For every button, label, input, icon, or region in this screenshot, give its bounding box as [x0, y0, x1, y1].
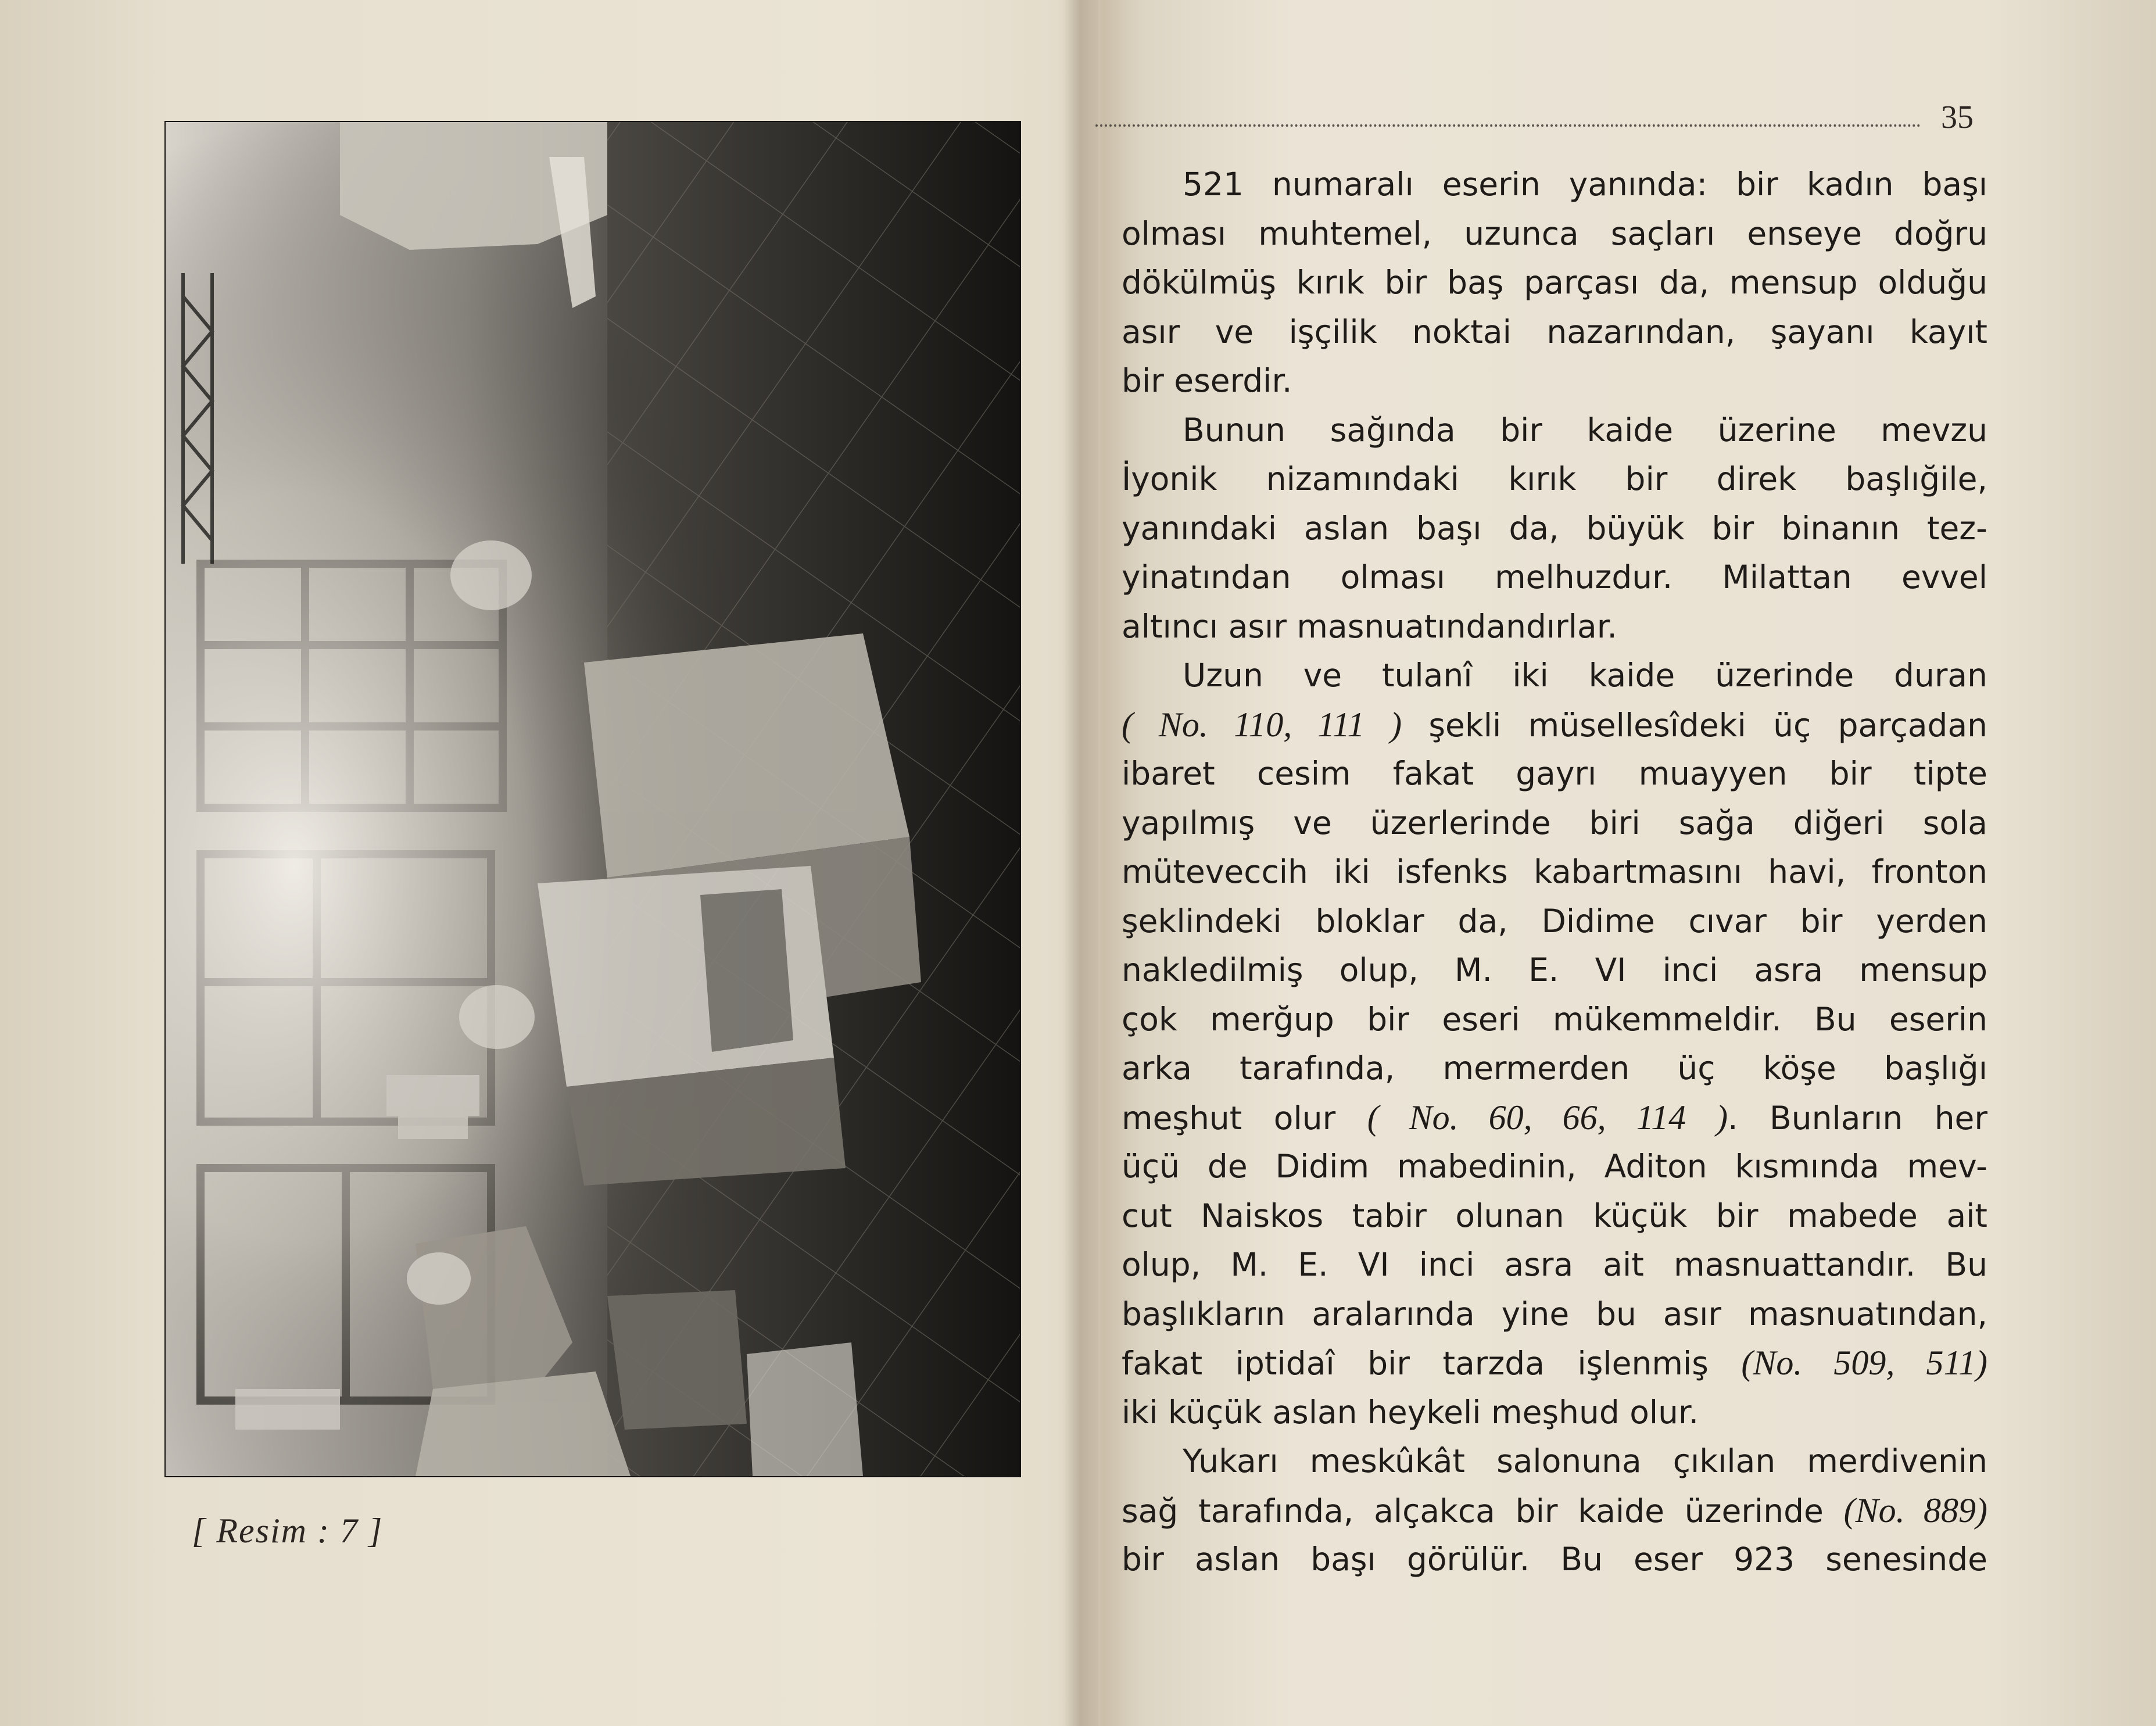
text-line [1122, 1338, 1987, 1388]
text-line: dökülmüş kırık bir baş parçası da, mensup olduğu [1122, 264, 1987, 301]
page-number: 35 [1941, 99, 1974, 135]
text-line [1122, 1486, 1987, 1535]
text-line: olup, M. E. VI inci asra ait masnuattandır. Bu [1122, 1246, 1987, 1283]
text-line: İyonik nizamındaki kırık bir direk başlığile, [1122, 460, 1987, 497]
text-line: Bunun sağında bir kaide üzerine mevzu [1183, 411, 1987, 449]
catalog-reference: ( No. 110, 111 ) [1122, 705, 1402, 744]
text-line: üçü de Didim mabedinin, Aditon kısmında mev- [1122, 1148, 1987, 1185]
text-fragment: sağ tarafında, alçakca bir kaide üzerinde [1122, 1492, 1844, 1530]
text-line: olması muhtemel, uzunca saçları enseye doğru [1122, 214, 1987, 252]
text-line: müteveccih iki isfenks kabartmasını havi, fronton [1122, 853, 1987, 890]
text-line: iki küçük aslan heykeli meşhud olur. [1122, 1393, 1699, 1431]
body-text [1122, 160, 1987, 1584]
catalog-reference: (No. 509, 511) [1741, 1344, 1988, 1382]
paragraph [1122, 406, 1987, 651]
paragraph [1122, 1437, 1987, 1584]
text-line: 521 numaralı eserin yanında: bir kadın başı [1183, 166, 1987, 203]
catalog-reference: ( No. 60, 66, 114 ) [1367, 1098, 1728, 1137]
text-fragment: şekli müsellesîdeki üç parçadan [1402, 706, 1988, 744]
text-line: ibaret cesim fakat gayrı muayyen bir tipte [1122, 755, 1987, 792]
paragraph [1122, 160, 1987, 406]
paragraph [1122, 651, 1987, 1437]
text-fragment: fakat iptidaî bir tarzda işlenmiş [1122, 1345, 1742, 1382]
text-line: çok merğup bir eseri mükemmeldir. Bu eserin [1122, 1000, 1987, 1038]
text-line: Yukarı meskûkât salonuna çıkılan merdivenin [1183, 1442, 1987, 1480]
text-line: altıncı asır masnuatındandırlar. [1122, 607, 1617, 645]
text-line: şeklindeki bloklar da, Didime cıvar bir yerden [1122, 902, 1987, 940]
figure-caption: [ Resim : 7 ] [192, 1512, 384, 1550]
text-line: cut Naiskos tabir olunan küçük bir mabede ait [1122, 1197, 1987, 1234]
running-header-rule [1095, 124, 1921, 127]
text-line [1122, 1093, 1987, 1143]
text-line: yinatından olması melhuzdur. Milattan evvel [1122, 558, 1987, 596]
text-line: arka tarafında, mermerden üç köşe başlığı [1122, 1050, 1987, 1087]
text-line: yapılmış ve üzerlerinde biri sağa diğeri sola [1122, 804, 1987, 841]
text-line: bir eserdir. [1122, 362, 1292, 399]
text-line: başlıkların aralarında yine bu asır masnuatından, [1122, 1295, 1987, 1333]
text-line: asır ve işçilik noktai nazarından, şayanı kayıt [1122, 313, 1987, 350]
text-line: Uzun ve tulanî iki kaide üzerinde duran [1183, 657, 1987, 694]
catalog-reference: (No. 889) [1843, 1491, 1987, 1530]
text-line: bir aslan başı görülür. Bu eser 923 senesinde [1122, 1541, 1987, 1578]
photograph-image [166, 122, 1020, 1476]
text-fragment: . Bunların her [1728, 1099, 1988, 1137]
museum-interior-photograph [166, 122, 1020, 1476]
text-fragment: meşhut olur [1122, 1099, 1367, 1137]
text-line: yanındaki aslan başı da, büyük bir binanın tez- [1122, 509, 1987, 547]
text-line [1122, 700, 1987, 750]
left-page [0, 0, 1072, 1726]
text-line: nakledilmiş olup, M. E. VI inci asra mensup [1122, 951, 1987, 989]
